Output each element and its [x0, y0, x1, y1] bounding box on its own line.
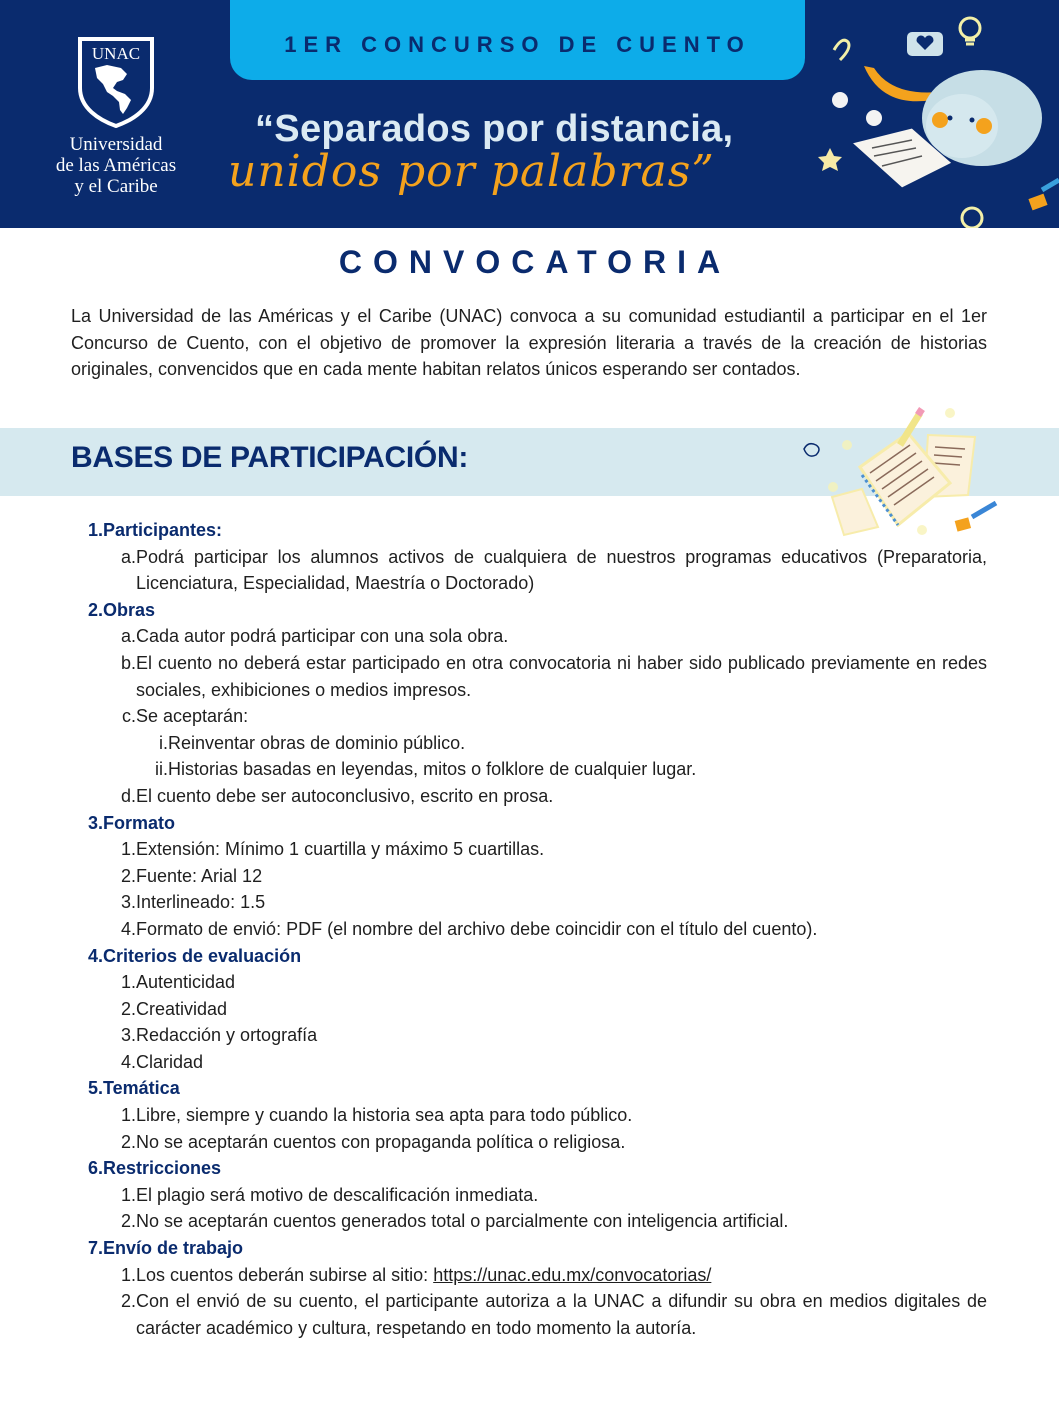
item-text — [136, 1262, 987, 1289]
item-marker: b. — [120, 652, 136, 673]
list-item — [84, 1049, 987, 1076]
item-text: Redacción y ortografía — [136, 1025, 318, 1046]
item-marker: a. — [120, 546, 136, 567]
item-text: Historias basadas en leyendas, mitos o folklore de cualquier lugar. — [168, 759, 697, 780]
section-heading — [84, 1075, 987, 1102]
section-number: 5. — [87, 1078, 103, 1099]
item-text: Se aceptarán: — [136, 706, 249, 727]
item-text-prefix: Los cuentos deberán subirse al sitio: — [136, 1264, 434, 1285]
list-item — [84, 969, 987, 996]
pencil-icon — [1042, 180, 1059, 190]
convocatoria-title: CONVOCATORIA — [338, 244, 732, 280]
list-item — [84, 836, 987, 863]
item-text: Cada autor podrá participar con una sola obra. — [136, 626, 509, 647]
list-item — [84, 1022, 987, 1049]
unac-logo — [36, 36, 196, 197]
item-marker: 1. — [120, 1264, 136, 1285]
item-marker: 2. — [120, 1131, 136, 1152]
item-text: Extensión: Mínimo 1 cuartilla y máximo 5 cuartillas. — [136, 839, 545, 860]
item-text: Fuente: Arial 12 — [136, 865, 263, 886]
section-number: 1. — [87, 520, 103, 540]
list-item — [84, 916, 987, 943]
item-marker: 4. — [120, 1051, 136, 1072]
list-item — [84, 783, 987, 810]
pencil-icon — [972, 503, 996, 517]
list-item — [84, 650, 987, 703]
crumpled-paper-icon — [804, 444, 819, 456]
header-banner — [0, 0, 1059, 228]
item-marker: 1. — [120, 1184, 136, 1205]
item-marker: 2. — [120, 865, 136, 886]
section-heading — [84, 517, 987, 544]
axolotl-writing-illustration — [812, 8, 1059, 228]
list-item — [84, 996, 987, 1023]
section-number: 2. — [87, 599, 103, 620]
item-marker: d. — [120, 785, 136, 806]
section-heading — [84, 1155, 987, 1182]
item-marker: i. — [159, 732, 168, 753]
star-icon — [818, 148, 842, 171]
list-item — [84, 1129, 987, 1156]
section-title: Envío de trabajo — [103, 1238, 244, 1259]
item-marker: 3. — [120, 1025, 136, 1046]
item-text: Claridad — [136, 1051, 204, 1072]
item-marker: 3. — [120, 892, 136, 913]
section-title: Participantes: — [103, 520, 223, 540]
section-title: Criterios de evaluación — [103, 945, 302, 966]
list-item — [84, 1182, 987, 1209]
item-marker: 2. — [120, 1211, 136, 1232]
item-marker: c. — [121, 706, 136, 727]
intro-paragraph: La Universidad de las Américas y el Caribe (UNAC) convoca a su comunidad estudiantil a participar en el 1er Concurso de Cuento, con el objetivo de promover la expresión literaria a través de la creación de historias originales, convencidos que en cada mente habitan relatos únicos esperando ser contados. — [71, 306, 987, 379]
list-item — [84, 544, 987, 597]
lightbulb-icon — [960, 18, 980, 44]
section-number: 6. — [87, 1158, 103, 1179]
item-marker: 4. — [120, 918, 136, 939]
list-item — [84, 889, 987, 916]
list-item — [84, 1102, 987, 1129]
shield-map-icon — [77, 36, 155, 128]
list-item — [84, 863, 987, 890]
slogan-line-1: “Separados por distancia, — [255, 108, 734, 150]
eraser-icon — [1028, 194, 1047, 211]
section-title: Restricciones — [103, 1158, 222, 1179]
bases-sections — [84, 517, 987, 1341]
section-number: 4. — [87, 945, 103, 966]
list-item — [84, 1288, 987, 1341]
lightbulb-icon — [962, 208, 982, 228]
bases-title: BASES DE PARTICIPACIÓN: — [71, 441, 469, 474]
contest-label: 1ER CONCURSO DE CUENTO — [284, 32, 751, 57]
item-marker: 1. — [120, 839, 136, 860]
item-text: El cuento no deberá estar participado en otra convocatoria ni haber sido publicado previamente en redes sociales, exhibiciones o medios impresos. — [136, 652, 987, 700]
paperclip-icon — [834, 40, 849, 60]
section-title: Formato — [103, 812, 175, 833]
section-number: 7. — [87, 1238, 103, 1259]
list-item — [84, 1208, 987, 1235]
scarf-shape — [864, 66, 938, 101]
logo-name-line: de las Américas — [55, 155, 177, 176]
item-text: Interlineado: 1.5 — [136, 892, 266, 913]
section-heading — [84, 943, 987, 970]
section-heading — [84, 810, 987, 837]
submission-link[interactable]: https://unac.edu.mx/convocatorias/ — [433, 1264, 712, 1285]
heart-bubble-icon — [907, 32, 943, 56]
item-text: El cuento debe ser autoconclusivo, escrito en prosa. — [136, 785, 554, 806]
item-text: Formato de envió: PDF (el nombre del archivo debe coincidir con el título del cuento). — [136, 918, 818, 939]
item-text: Autenticidad — [136, 972, 236, 993]
section-title: Temática — [103, 1078, 180, 1099]
list-item — [84, 623, 987, 650]
section-heading — [84, 1235, 987, 1262]
logo-abbrev: UNAC — [91, 44, 141, 63]
section-heading — [84, 597, 987, 624]
logo-name-line: Universidad — [69, 134, 163, 155]
university-name — [36, 134, 196, 197]
sub-list-item — [84, 756, 987, 783]
logo-name-line: y el Caribe — [74, 176, 158, 197]
item-text: Creatividad — [136, 998, 228, 1019]
item-text: Podrá participar los alumnos activos de cualquiera de nuestros programas educativos (Preparatoria, Licenciatura, Especialidad, Maestría o Doctorado) — [136, 546, 987, 594]
list-item — [84, 703, 987, 730]
item-marker: 1. — [120, 972, 136, 993]
item-text: No se aceptarán cuentos con propaganda política o religiosa. — [136, 1131, 626, 1152]
section-number: 3. — [87, 812, 103, 833]
item-marker: ii. — [155, 759, 168, 780]
contest-tab — [230, 0, 805, 80]
list-item — [84, 1262, 987, 1289]
crumpled-paper-icon — [832, 92, 882, 126]
item-text: Reinventar obras de dominio público. — [168, 732, 466, 753]
slogan-line-2: unidos por palabras” — [228, 146, 715, 197]
item-text: El plagio será motivo de descalificación inmediata. — [136, 1184, 539, 1205]
item-marker: 2. — [120, 998, 136, 1019]
item-marker: 1. — [120, 1105, 136, 1126]
item-marker: a. — [120, 626, 136, 647]
item-text: No se aceptarán cuentos generados total o parcialmente con inteligencia artificial. — [136, 1211, 789, 1232]
section-title: Obras — [103, 599, 156, 620]
item-text: Con el envió de su cuento, el participante autoriza a la UNAC a difundir su obra en medios digitales de carácter académico y cultura, respetando en todo momento la autoría. — [136, 1291, 987, 1338]
sub-list-item — [84, 730, 987, 757]
item-text: Libre, siempre y cuando la historia sea apta para todo público. — [136, 1105, 633, 1126]
item-marker: 2. — [120, 1291, 136, 1312]
